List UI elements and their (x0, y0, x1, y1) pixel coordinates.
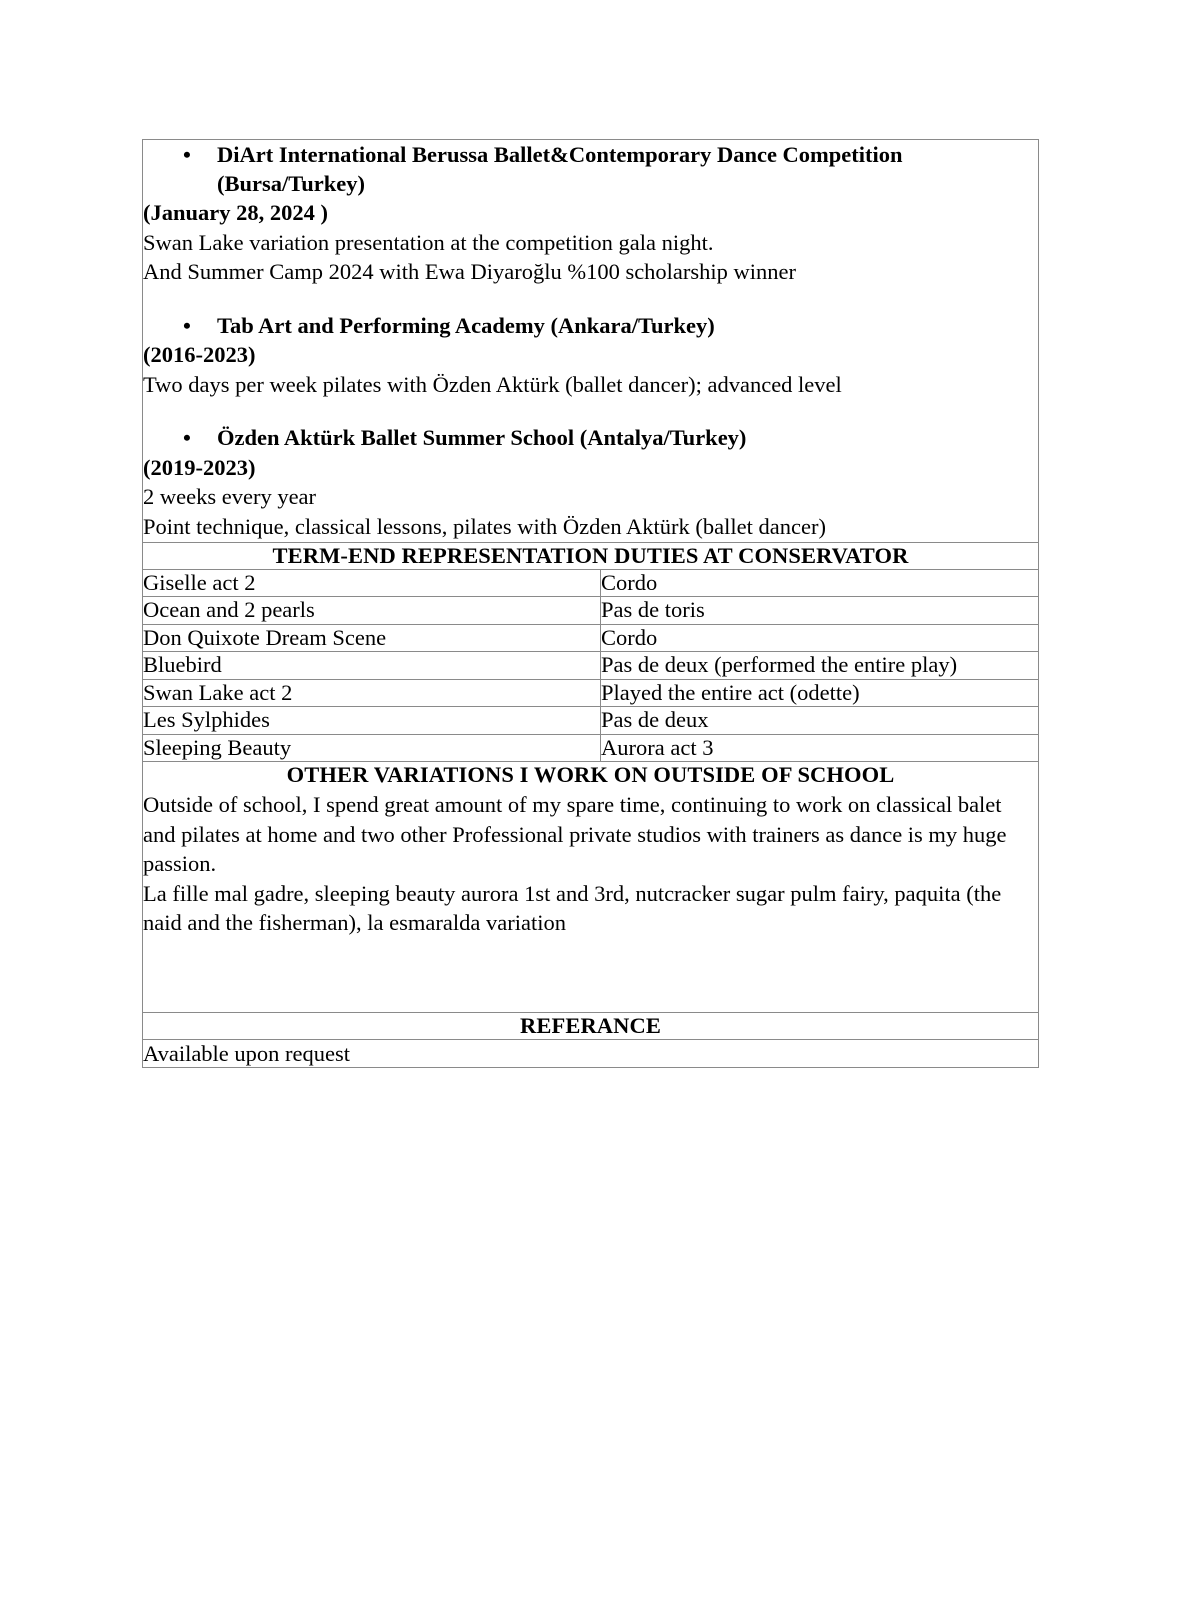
table-row (143, 762, 1039, 1013)
duty-work: Ocean and 2 pearls (143, 597, 601, 625)
experience-entry-date: (2016-2023) (143, 342, 256, 368)
duty-work: Don Quixote Dream Scene (143, 624, 601, 652)
reference-heading: REFERANCE (143, 1013, 1039, 1040)
table-row (143, 542, 1039, 569)
bullet-icon: • (183, 425, 191, 451)
bullet-icon: • (183, 142, 191, 167)
duty-role: Cordo (601, 569, 1039, 597)
experience-entry-detail: Point technique, classical lessons, pilates with Özden Aktürk (ballet dancer) (143, 513, 826, 539)
table-row (143, 597, 1039, 625)
experience-entry (143, 140, 1038, 287)
duty-role: Played the entire act (odette) (601, 679, 1039, 707)
duty-work: Sleeping Beauty (143, 734, 601, 762)
experience-entry-date: (January 28, 2024 ) (143, 200, 328, 226)
table-row (143, 1040, 1039, 1068)
experience-entry-detail: Swan Lake variation presentation at the competition gala night. (143, 229, 714, 255)
experience-entry-title: Tab Art and Performing Academy (Ankara/Turkey) (217, 313, 715, 339)
experience-entry-detail: And Summer Camp 2024 with Ewa Diyaroğlu %100 scholarship winner (143, 259, 797, 285)
duty-role: Cordo (601, 624, 1039, 652)
experience-entry (143, 311, 1038, 399)
table-row (143, 652, 1039, 680)
table-row (143, 140, 1039, 543)
other-variations-cell (143, 762, 1039, 1013)
experience-cell (143, 140, 1039, 543)
duty-work: Giselle act 2 (143, 569, 601, 597)
experience-entry-date: (2019-2023) (143, 454, 256, 480)
other-variations-paragraph: La fille mal gadre, sleeping beauty aurora 1st and 3rd, nutcracker sugar pulm fairy, paquita (the naid and the fisherman), la esmaralda variation (143, 880, 1002, 936)
table-row (143, 679, 1039, 707)
table-row (143, 734, 1039, 762)
experience-entry-title: Özden Aktürk Ballet Summer School (Antalya/Turkey) (217, 425, 747, 451)
table-row (143, 624, 1039, 652)
duty-role: Aurora act 3 (601, 734, 1039, 762)
duty-role: Pas de deux (601, 707, 1039, 735)
experience-entry-title: DiArt International Berussa Ballet&Contemporary Dance Competition (Bursa/Turkey) (217, 142, 903, 197)
duty-role: Pas de deux (performed the entire play) (601, 652, 1039, 680)
table-row (143, 707, 1039, 735)
experience-entry-title-line (143, 311, 1038, 340)
duty-role: Pas de toris (601, 597, 1039, 625)
reference-body: Available upon request (143, 1040, 1039, 1068)
resume-outer-table (142, 139, 1039, 1068)
table-row (143, 1013, 1039, 1040)
duty-work: Les Sylphides (143, 707, 601, 735)
duty-work: Bluebird (143, 652, 601, 680)
bullet-icon: • (183, 313, 191, 339)
duties-section-heading: TERM-END REPRESENTATION DUTIES AT CONSERVATOR (143, 542, 1039, 569)
other-variations-heading: OTHER VARIATIONS I WORK ON OUTSIDE OF SCHOOL (286, 762, 895, 788)
experience-entry (143, 423, 1038, 541)
table-row (143, 569, 1039, 597)
experience-entry-detail: Two days per week pilates with Özden Aktürk (ballet dancer); advanced level (143, 371, 842, 397)
duty-work: Swan Lake act 2 (143, 679, 601, 707)
experience-entry-title-line (143, 423, 1038, 452)
other-variations-paragraph: Outside of school, I spend great amount of my spare time, continuing to work on classical balet and pilates at home and two other Professional private studios with trainers as dance is my huge passion. (143, 792, 1007, 877)
experience-entry-detail: 2 weeks every year (143, 484, 317, 510)
experience-entry-title-line (143, 140, 1038, 198)
